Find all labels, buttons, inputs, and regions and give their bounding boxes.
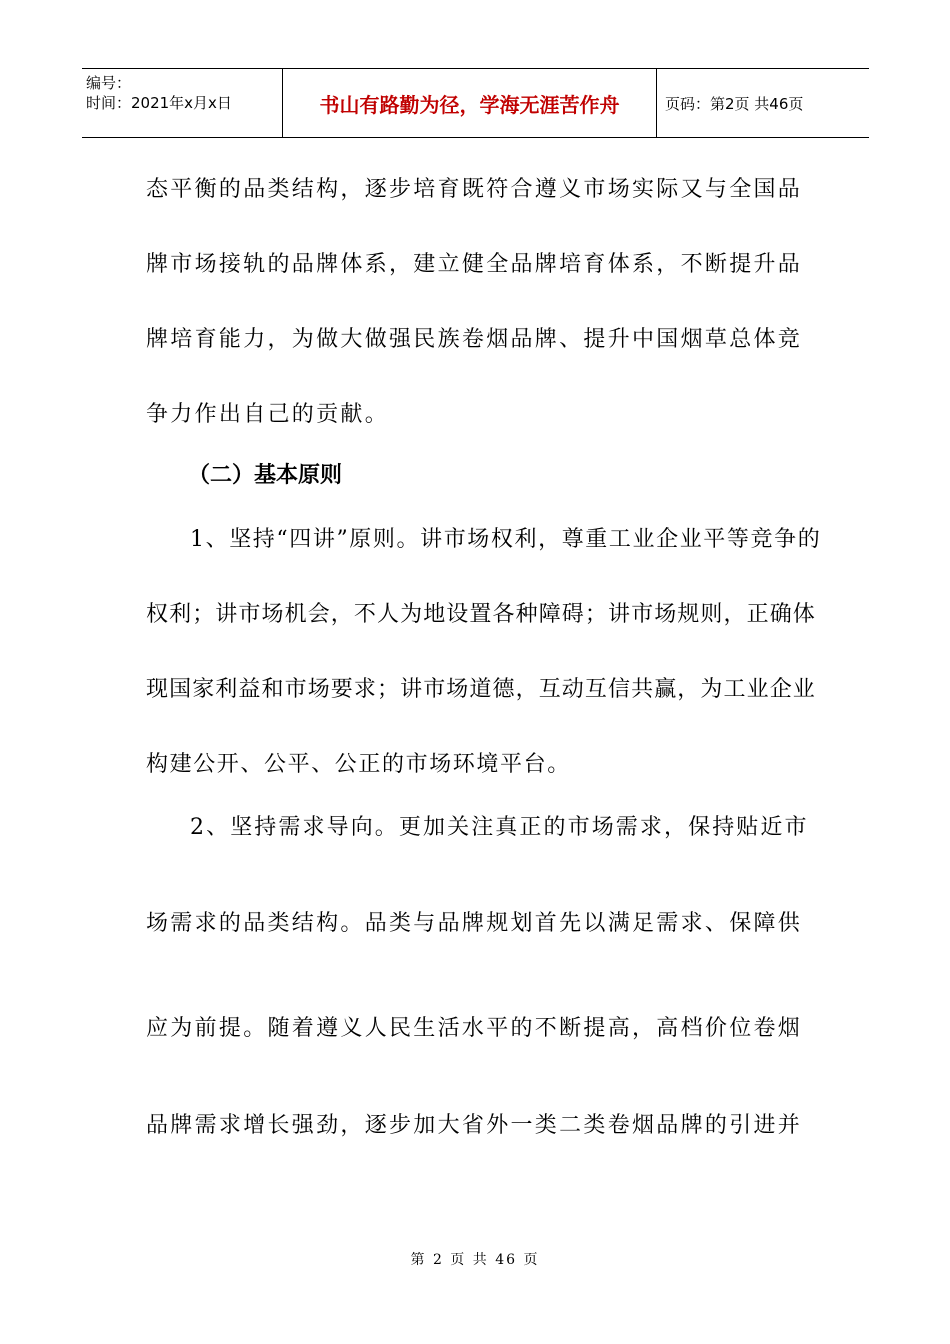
text-line: 现国家利益和市场要求；讲市场道德，互动互信共赢，为工业企业 <box>146 677 816 702</box>
text-line: 品牌需求增长强劲，逐步加大省外一类二类卷烟品牌的引进并 <box>146 1113 803 1138</box>
section-heading: （二）基本原则 <box>188 463 343 488</box>
text-line: 态平衡的品类结构，逐步培育既符合遵义市场实际又与全国品 <box>146 177 803 202</box>
number-label: 编号： <box>86 74 132 92</box>
text-line: 场需求的品类结构。品类与品牌规划首先以满足需求、保障供 <box>146 911 803 936</box>
text-line: 应为前提。随着遵义人民生活水平的不断提高，高档价位卷烟 <box>146 1016 803 1041</box>
text-line: 1、坚持“四讲”原则。讲市场权利，尊重工业企业平等竞争的 <box>190 527 822 552</box>
time-label: 时间：2021年x月x日 <box>86 94 232 112</box>
text-line: 牌培育能力，为做大做强民族卷烟品牌、提升中国烟草总体竞 <box>146 327 803 352</box>
page-header <box>82 68 869 138</box>
text-line: 争力作出自己的贡献。 <box>146 402 390 427</box>
text-line: 构建公开、公平、公正的市场环境平台。 <box>146 752 571 777</box>
header-page-info: 页码：第2页 共46页 <box>665 94 804 113</box>
header-meta <box>82 69 283 137</box>
text-line: 权利；讲市场机会，不人为地设置各种障碍；讲市场规则，正确体 <box>146 602 816 627</box>
header-motto: 书山有路勤为径，学海无涯苦作舟 <box>283 69 657 137</box>
text-line: 牌市场接轨的品牌体系，建立健全品牌培育体系，不断提升品 <box>146 252 803 277</box>
text-line: 2、坚持需求导向。更加关注真正的市场需求，保持贴近市 <box>190 815 809 840</box>
page-footer: 第 2 页 共 46 页 <box>410 1252 540 1268</box>
